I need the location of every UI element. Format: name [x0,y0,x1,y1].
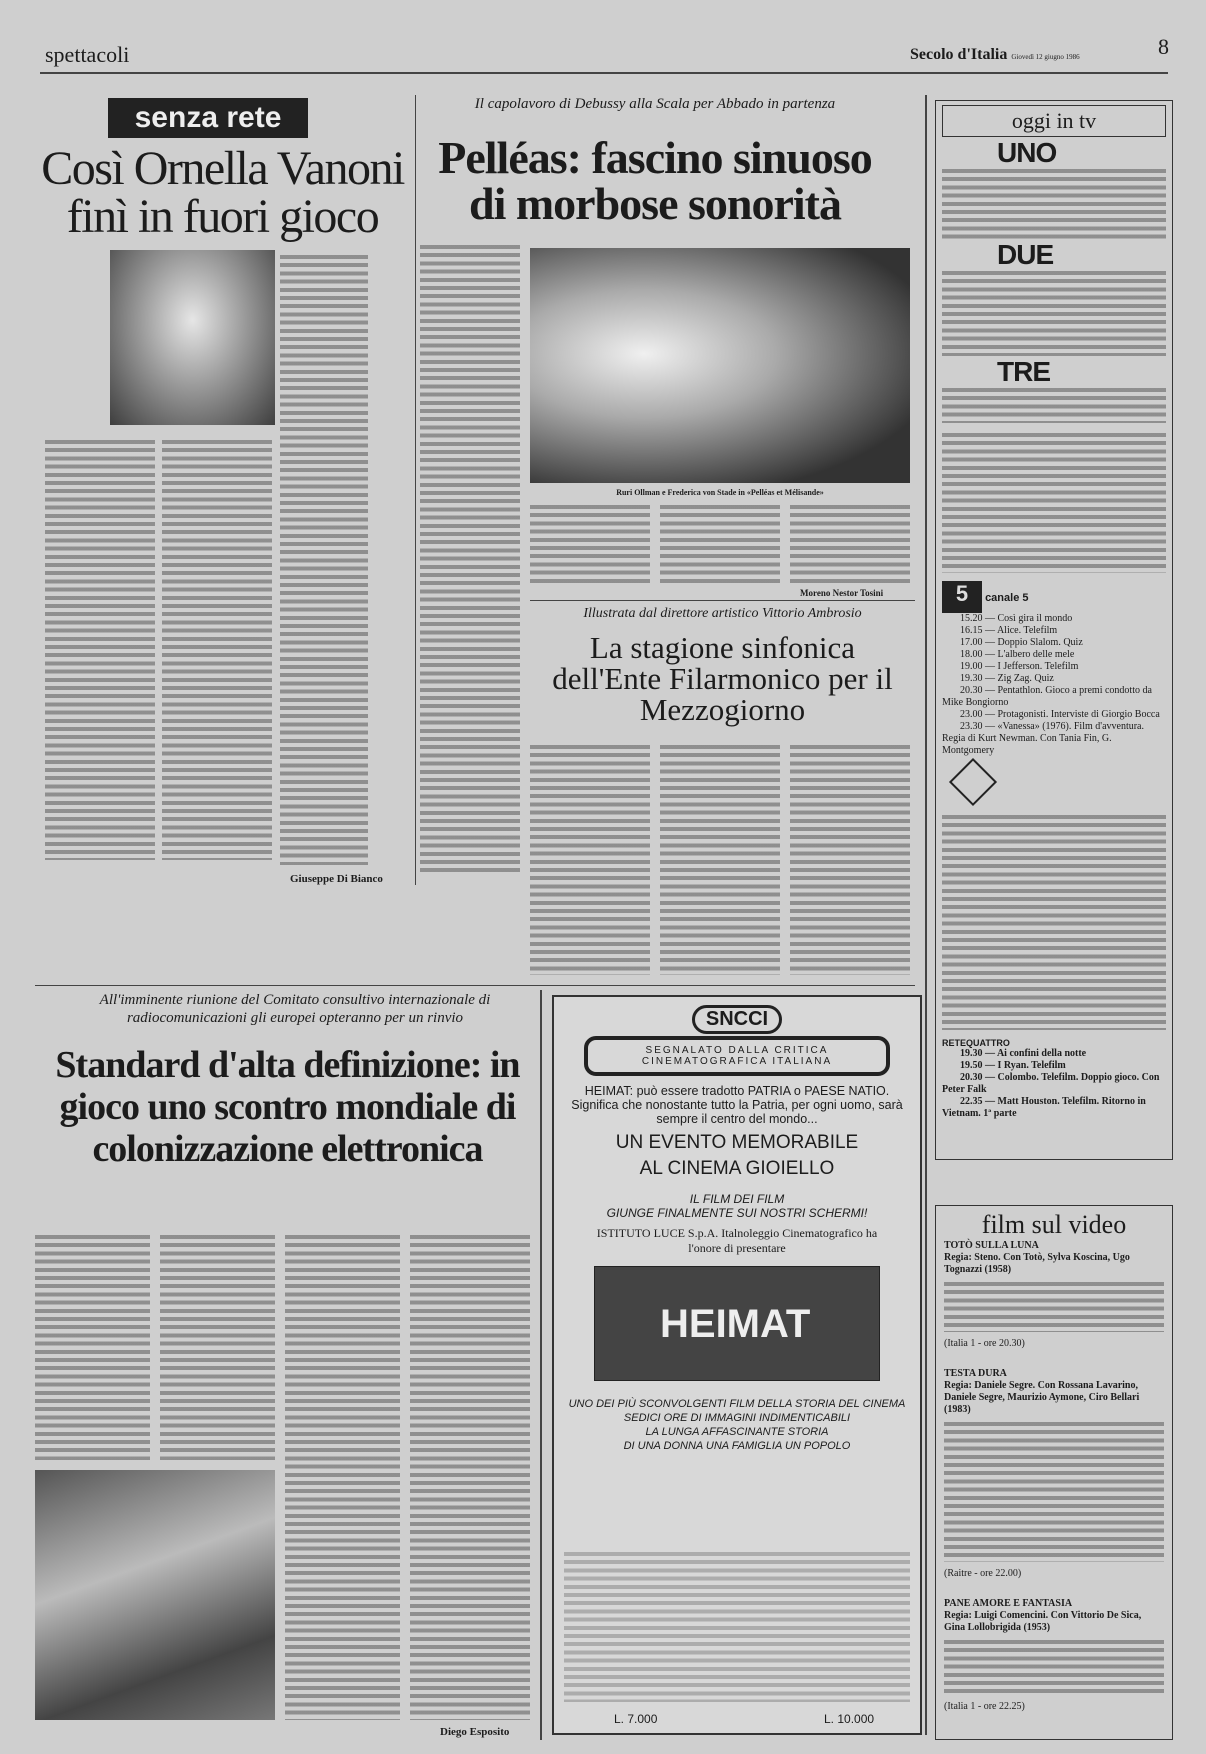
vanoni-text [45,440,155,860]
senza-rete-badge: senza rete [108,98,308,138]
vanoni-photo [110,250,275,425]
column-rule [925,95,927,1735]
header-rule [40,72,1168,74]
divider [35,985,915,986]
canale5-listings [942,613,1166,757]
rai-tre-logo: TRE [997,356,1050,387]
blurb-line: DI UNA DONNA UNA FAMIGLIA UN POPOLO [623,1440,851,1452]
listing: 15.20 — Così gira il mondo [960,613,1073,624]
pelleas-text [420,245,520,875]
film-text [944,1422,1164,1562]
standard-text [160,1235,275,1460]
ad-event-2: AL CINEMA GIOIELLO [639,1158,835,1179]
uno-listings [942,169,1166,239]
price-2: L. 10.000 [824,1712,875,1726]
column-rule [540,990,542,1740]
rai-uno-logo: UNO [997,137,1057,168]
ad-intro: HEIMAT: può essere tradotto PATRIA o PAESE NATIO. Significa che nonostante tutto la Patria, per ogni uomo, sarà sempre il centro del mondo... [571,1084,903,1126]
italia1-text [942,815,1166,1030]
retequattro-logo: RETEQUATTRO [942,1038,1010,1048]
listing: 20.30 — Colombo. Telefilm. Doppio gioco. Con Peter Falk [942,1072,1160,1095]
film-item [944,1240,1164,1350]
listing: 20.30 — Pentathlon. Gioco a premi condotto da Mike Bongiorno [942,685,1152,708]
due-listings [942,271,1166,356]
film-name: PANE AMORE E FANTASIA [944,1598,1073,1609]
standard-text [410,1235,530,1720]
standard-headline: Standard d'alta definizione: in gioco uno scontro mondiale di colonizzazione elettronica [55,1044,520,1170]
column-rule [415,95,416,885]
listing: 18.00 — L'albero delle mele [960,649,1075,660]
heimat-poster [594,1266,880,1381]
section-name: spettacoli [45,42,130,67]
tre-listings [942,388,1166,423]
stagione-headline: La stagione sinfonica dell'Ente Filarmonico per il Mezzogiorno [552,630,893,727]
film-item [944,1368,1164,1580]
page-number: 8 [1158,34,1169,59]
film-name: TESTA DURA [944,1368,1007,1379]
sncci-seal: SEGNALATO DALLA CRITICA CINEMATOGRAFICA ITALIANA [584,1036,890,1076]
retequattro-listings [942,1048,1166,1120]
vanoni-author: Giuseppe Di Bianco [290,873,383,885]
pelleas-text [790,505,910,585]
listing: 17.00 — Doppio Slalom. Quiz [960,637,1083,648]
vanoni-text [162,440,272,860]
vanoni-headline: Così Ornella Vanoni finì in fuori gioco [41,142,404,243]
ad-tag-1: IL FILM DEI FILM [689,1192,785,1206]
listing: 16.15 — Alice. Telefilm [960,625,1058,636]
sncci-logo: SNCCI [692,1005,782,1034]
vanoni-text [280,255,368,865]
ad-event-1: UN EVENTO MEMORABILE [615,1132,859,1153]
film-slot: (Italia 1 - ore 20.30) [944,1338,1025,1349]
blurb-line: UNO DEI PIÙ SCONVOLGENTI FILM DELLA STORIA DEL CINEMA [568,1398,906,1410]
canale5-logo: 5 canale 5 [942,581,1166,613]
standard-text [285,1235,400,1720]
heimat-ad [552,995,922,1735]
standard-kicker: All'imminente riunione del Comitato consultivo internazionale di radiocomunicazioni gli europei opteranno per un rinvio [99,992,491,1026]
listing: 22.35 — Matt Houston. Telefilm. Ritorno in Vietnam. 1ª parte [942,1096,1146,1119]
pelleas-text [530,505,650,585]
film-title: film sul video [981,1210,1127,1239]
film-credits: Regia: Steno. Con Totò, Sylva Koscina, Ugo Tognazzi (1958) [944,1252,1130,1275]
ad-presenter: ISTITUTO LUCE S.p.A. Italnoleggio Cinematografico ha l'onore di presentare [596,1226,878,1255]
rai-due-logo: DUE [997,239,1054,270]
stagione-kicker: Illustrata dal direttore artistico Vittorio Ambrosio [583,606,862,621]
ad-blurb [554,1397,920,1453]
oggi-in-tv-box [935,100,1173,1160]
film-credits: Regia: Daniele Segre. Con Rossana Lavarino, Daniele Segre, Maurizio Aymone, Ciro Bellari (1983) [944,1380,1140,1415]
schedule-table [564,1552,910,1702]
paper-title: Secolo d'Italia [910,46,1008,63]
pelleas-kicker: Il capolavoro di Debussy alla Scala per Abbado in partenza [474,96,836,112]
price-1: L. 7.000 [614,1712,658,1726]
tv-title: oggi in tv [942,105,1166,137]
film-name: TOTÒ SULLA LUNA [944,1240,1039,1251]
poster-title: HEIMAT [660,1302,811,1346]
divider [530,600,915,601]
pelleas-text [660,505,780,585]
listing: 23.00 — Protagonisti. Interviste di Giorgio Bocca [960,709,1160,720]
film-text [944,1282,1164,1332]
listing: 19.00 — I Jefferson. Telefilm [960,661,1079,672]
listing: 19.30 — Ai confini della notte [960,1048,1087,1059]
canale5-label: canale 5 [985,592,1029,604]
listing: 23.30 — «Vanessa» (1976). Film d'avventura. Regia di Kurt Newman. Con Tania Fin, G. Montgomery [942,721,1144,756]
stagione-text [530,745,650,975]
newspaper-name [910,46,1080,64]
film-text [944,1640,1164,1695]
film-sul-video-box [935,1205,1173,1740]
film-item [944,1598,1164,1713]
film-slot: (Italia 1 - ore 22.25) [944,1701,1025,1712]
listing: 19.30 — Zig Zag. Quiz [960,673,1054,684]
pelleas-author: Moreno Nestor Tosini [800,588,884,598]
film-slot: (Raitre - ore 22.00) [944,1568,1022,1579]
pelleas-headline: Pelléas: fascino sinuoso di morbose sonorità [438,132,872,229]
date: Giovedì 12 giugno 1986 [1011,53,1080,61]
pelleas-caption: Ruri Ollman e Frederica von Stade in «Pelléas et Mélisande» [616,488,824,497]
italia1-logo [949,758,997,806]
standard-author: Diego Esposito [440,1726,510,1738]
ad-tag-2: GIUNGE FINALMENTE SUI NOSTRI SCHERMI! [606,1206,868,1220]
blurb-line: LA LUNGA AFFASCINANTE STORIA [645,1426,829,1438]
stagione-text [790,745,910,975]
film-credits: Regia: Luigi Comencini. Con Vittorio De Sica, Gina Lollobrigida (1953) [944,1610,1142,1633]
stagione-text [660,745,780,975]
blurb-line: SEDICI ORE DI IMMAGINI INDIMENTICABILI [623,1412,851,1424]
pelleas-photo [530,248,910,483]
standard-photo [35,1470,275,1720]
standard-text [35,1235,150,1460]
tv-text [942,433,1166,573]
listing: 19.50 — I Ryan. Telefilm [960,1060,1066,1071]
